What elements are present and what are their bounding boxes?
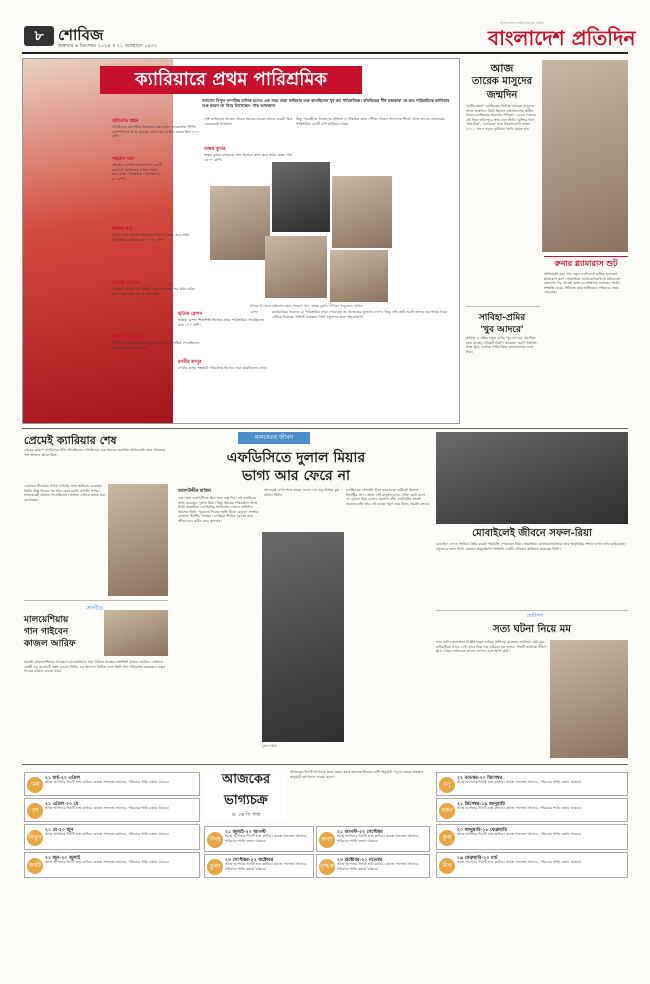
zodiac-text: আজ আপনার দিনটি শুভ কাটবে। কাজে সফলতা আসবে, পরিবারে শান্তি বজায় থাকবে। xyxy=(457,806,582,810)
header-rule xyxy=(22,52,628,54)
zodiac-icon: তুলা xyxy=(207,859,223,875)
fdc-body-3: চলচ্চিত্রের সোনালি দিনে তার মতো কর্মীরাই ছিলেন ইন্ডাস্ট্রির প্রাণ। আজ সেই মানুষগুলোর খোঁজ কেউ রাখে না। দুলাল মিয়া বলেন, যতদিন বাঁচি এফডিসির সঙ্গেই থাকতে চাই। তার এই চাওয়া পূরণ হবে কিনা, সময়ই বলবে। xyxy=(346,488,430,506)
deepika-photo xyxy=(265,236,327,298)
zodiac-icon: কুম্ভ xyxy=(439,830,455,846)
divider xyxy=(466,306,540,307)
sabrina-title-1: সাবিহা-প্রমির xyxy=(478,313,526,323)
zodiac-text: আজ আপনার দিনটি শুভ কাটবে। কাজে সফলতা আসবে, পরিবারে শান্তি বজায় থাকবে। xyxy=(337,862,420,871)
zodiac-text: আজ আপনার দিনটি শুভ কাটবে। কাজে সফলতা আসবে, পরিবারে শান্তি বজায় থাকবে। xyxy=(45,832,170,836)
body-text: রণবীর কাপুর সহকারী পরিচালক হিসেবে শুরু করেছিলেন কাজ। xyxy=(178,366,268,370)
zodiac-range: ২০ জানুয়ারি-১৮ ফেব্রুয়ারি xyxy=(457,828,508,833)
main-col-4 xyxy=(178,310,268,420)
dulal-photo xyxy=(262,532,344,742)
photo-caption: উপরে বাঁ থেকে অমিতাভ বচ্চন, শাহরুখ খান, অক্ষয় কুমার, দীপিকা পাড়ুকোন, হৃতিক রোশন xyxy=(250,304,363,314)
main-byline: বর্তমানে বিপুল সম্পত্তির মালিক হলেও এক সময় তারা কারিয়ার শুরু করেছিলেন খুব কম পারিশ্রমিকে। বলিউডের শীর্ষ তারকারা কে কত পারিশ্রমিকে ক্যারিয়ার শুরু করেন তা নিয়ে লিখেছেন- পান্থ আফজাল xyxy=(202,98,450,108)
fdc-body-1: এক সময় এফডিসিতে ছিল তার ব্যস্ত দিন। বহু চলচ্চিত্রে কাজ করেছেন দুলাল মিয়া। কিন্তু সময়ের পরিবর্তনে আজ তিনি কাজহীন। এফডিসির আঙিনায় এখনও প্রতিদিন আসেন তিনি, পুরোনো দিনের স্মৃতি খুঁজে বেড়ান। সংসার চালাতে হিমশিম খাচ্ছেন। চলচ্চিত্র শিল্পের দুরবস্থা তার জীবনকেও কঠিন করে তুলেছে। xyxy=(178,496,259,523)
zodiac-text: আজ আপনার দিনটি শুভ কাটবে। কাজে সফলতা আসবে, পরিবারে শান্তি বজায় থাকবে। xyxy=(457,860,582,864)
section-title: শোবিজ xyxy=(58,26,104,44)
runa-title: রুনার গ্ল্যামারাস শুট xyxy=(554,259,618,268)
fdc-body-2: অনেকেই এখন আর তাকে চেনেন না। তবু আশায় বুক বাঁধেন তিনি। xyxy=(264,488,340,497)
subhead-akshay: অক্ষয় কুমার xyxy=(204,147,226,152)
sabrina-body: সাবিহা ও প্রমির নতুন নাটক 'খুব আদরে' প্রচারিত হতে যাচ্ছে। নাটকটি নির্মাণ করেছেন তরুণ নির্মাতা। গল্পে উঠে এসেছে পারিবারিক ভালোবাসার নানা দিক। xyxy=(466,336,538,354)
zodiac-range: ২১ আগস্ট-২২ সেপ্টেম্বর xyxy=(337,830,383,835)
zodiac-text: আজ আপনার দিনটি শুভ কাটবে। কাজে সফলতা আসবে, পরিবারে শান্তি বজায় থাকবে। xyxy=(45,806,170,810)
zodiac-icon: মিথুন xyxy=(27,830,43,846)
zodiac-icon: কর্কট xyxy=(27,858,43,874)
horoscope-sign-box xyxy=(436,824,628,850)
horoscope-sign-box xyxy=(24,798,200,822)
horoscope-sign-box xyxy=(204,854,314,878)
fdc-tag: মানবেতর জীবন xyxy=(238,432,310,444)
satya-title: সত্য ঘটনা নিয়ে মম xyxy=(493,624,571,635)
body-text: ক্যারিয়ারের শুরুতে যে পারিশ্রমিক তারা পেয়েছেন তা আজকের তুলনায় নগণ্য। কিন্তু সেই ছোট শুরুই তাদের বড় স্বপ্নের দিকে এগিয়ে দিয়েছে। প্রতিটি তারকার গল্পই নতুনদের জন্য অনুপ্রেরণা। xyxy=(272,310,448,319)
subhead-deepika: দীপিকা পাড়ুকোন xyxy=(112,335,144,340)
zodiac-icon: মীন xyxy=(439,858,455,874)
horoscope-sign-box xyxy=(436,852,628,878)
zodiac-icon: বৃশ্চিক xyxy=(319,859,335,875)
fdc-title-2: ভাগ্য আর ফেরে না xyxy=(241,468,351,484)
sabrina-title-2: 'খুব আদরে' xyxy=(480,325,524,335)
divider xyxy=(436,610,628,611)
horoscope-sign-box xyxy=(436,798,628,822)
zodiac-icon: মেষ xyxy=(27,777,43,793)
tarek-body: 'মাটির ময়না' চলচ্চিত্রের নির্মাতা তারেক মাসুদের আজ জন্মদিন। তিনি ছিলেন বাংলাদেশের স্বাধীন ধারার চলচ্চিত্রের অন্যতম পথিকৃৎ। ১৯৫৬ সালের এই দিনে ফরিদপুরে জন্ম নেন তিনি। 'মুক্তির গান', 'অন্তর্যাত্রা', 'রানওয়ে' তার উল্লেখযোগ্য কাজ। ২০১১ সালে সড়ক দুর্ঘটনায় তিনি প্রয়াত হন। xyxy=(466,104,536,131)
zodiac-range: ২১ ডিসেম্বর-১৯ জানুয়ারি xyxy=(457,802,505,807)
riya-photo xyxy=(436,432,628,524)
divider xyxy=(544,256,628,257)
zodiac-range: ২১ মে-২০ জুন xyxy=(45,828,74,833)
subhead-aamir: আমির খান xyxy=(112,227,133,232)
horoscope-sign-box xyxy=(436,772,628,796)
subhead-amitabh: অমিতাভ বচ্চন xyxy=(112,119,139,124)
body-text: কিন্তু পরবর্তীতে নিজেদের প্রতিভা ও পরিশ্রমে তারা পৌঁছে গেছেন সাফল্যের শীর্ষে। আজ তাদের প্রত্যেকের পারিশ্রমিক কোটি রুপি ছাড়িয়ে গেছে। xyxy=(296,117,445,126)
body-text: বলিউডের মেগাস্টার অমিতাভ বচ্চন যখন কলকাতায় শিপিং কোম্পানিতে কাজ করতেন তখন তার মাসিক বেতন ছিল ৫০০ রুপি। xyxy=(112,125,200,139)
dulal-caption: দুলাল মিয়া xyxy=(262,744,277,748)
main-col-3 xyxy=(296,117,456,159)
horoscope-sign-box xyxy=(24,852,200,878)
newspaper-logo: বাংলাদেশ প্রতিদিন xyxy=(488,26,636,50)
career-end-title: প্রেমেই ক্যারিয়ার শেষ xyxy=(24,434,117,447)
malaysia-title-1: মালয়েশিয়ায় xyxy=(24,615,69,625)
divider xyxy=(24,600,168,601)
zodiac-range: ২২ নভেম্বর-২০ ডিসেম্বর xyxy=(457,776,503,781)
subhead-priyanka: প্রিয়াঙ্কা চোপড়া xyxy=(112,281,140,286)
body-text: প্রিয়াঙ্কা চোপড়া মিস ওয়ার্ল্ড খেতাব জেতার পর প্রথম ছবির জন্য পারিশ্রমিক পান ৫ লাখ রুপি। xyxy=(112,287,195,296)
horoscope-author: ড. কে সি পাল xyxy=(231,812,261,818)
body-text: সেই তালিকায় আছেন আরও অনেক তারকা যাদের শুরুটা ছিল একেবারেই সাধারণ। xyxy=(204,117,293,126)
mobile-body: মোবাইল ফোনে ভিডিও তৈরি করেই পরিচিতি পেয়েছেন রিয়া। সামাজিক যোগাযোগমাধ্যমে তার অনুসারীর সংখ্যা এখন লাখ ছাড়িয়েছে। নতুনদের জন্য তিনি একজন অনুপ্রেরণা। সম্প্রতি একটি নাটকেও অভিনয় করেছেন তিনি। xyxy=(436,542,626,551)
body-text: আমির খান সহকারী পরিচালক হিসেবে কাজ করে প্রথম পারিশ্রমিক পেয়েছিলেন ১০০০ রুপি। xyxy=(112,233,190,242)
shahrukh-photo xyxy=(210,186,270,260)
subhead-shahrukh: শাহরুখ খান xyxy=(112,157,134,162)
zodiac-icon: কন্যা xyxy=(319,832,335,848)
horoscope-sign-box xyxy=(316,854,430,878)
mom-photo xyxy=(550,640,628,758)
section-rule xyxy=(22,428,628,429)
horoscope-sign-box xyxy=(316,826,430,852)
career-end-body: একসময় সিনেমার পর্দায় দাপটের সঙ্গে অভিনয় করেছেন তিনি। কিন্তু বিয়ের পর আর ফেরা হয়নি রুপালি পর্দায়। সংসারকেই প্রাধান্য দিয়েছিলেন। ভক্তরা এখনও তাকে মনে রেখেছেন। xyxy=(24,484,106,502)
page-number: ৮ xyxy=(24,26,54,46)
main-col-5 xyxy=(272,310,456,420)
zodiac-range: ২১ জুন-২০ জুলাই xyxy=(45,856,81,861)
fdc-title-1: এফডিসিতে দুলাল মিয়ার xyxy=(226,450,366,466)
issue-date: শুক্রবার ৬ ডিসেম্বর ২০২৪ ॥ ২১ অগ্রহায়ণ ১৪৩১ xyxy=(58,43,158,49)
horoscope-title-box xyxy=(206,770,286,820)
zodiac-range: ২৩ অক্টোবর-২১ নভেম্বর xyxy=(337,858,383,863)
malaysia-title-3: কাজল আরিফ xyxy=(24,639,76,649)
zodiac-icon: বৃষ xyxy=(27,803,43,819)
fdc-byline: আলাউদ্দীন মাজিদ xyxy=(178,489,211,494)
mobile-title: মোবাইলেই জীবনে সফল-রিয়া xyxy=(472,528,592,539)
tarek-title-3: জন্মদিন xyxy=(486,90,518,101)
body-text: হৃতিক রোশন শিশুশিল্পী হিসেবে প্রথম পারিশ্রমিক পেয়েছিলেন মাত্র ১০০ রুপি। xyxy=(178,318,265,327)
zodiac-range: ২১ জুলাই-২০ আগস্ট xyxy=(225,830,266,835)
section-rule xyxy=(22,764,628,765)
zodiac-range: ২১ মার্চ-২০ এপ্রিল xyxy=(45,776,81,781)
zodiac-range: ২১ এপ্রিল-২০ মে xyxy=(45,802,79,807)
kajol-arif-photo xyxy=(104,610,168,656)
career-end-intro: প্রেমের কারণে ক্যারিয়ারে ইতি টেনেছিলেন বলিউডের এক সময়ের জনপ্রিয় অভিনেত্রী। তার জীবনের গল্প আজও আলোচিত। xyxy=(24,448,166,457)
zodiac-icon: ধনু xyxy=(439,777,455,793)
zodiac-text: আজ আপনার দিনটি শুভ কাটবে। কাজে সফলতা আসবে, পরিবারে শান্তি বজায় থাকবে। xyxy=(225,862,308,871)
subhead-ranbir: রণবীর কাপুর xyxy=(178,360,202,365)
main-headline: ক্যারিয়ারে প্রথম পারিশ্রমিক xyxy=(100,66,362,94)
malaysia-title-2: গান গাইবেন xyxy=(24,627,69,637)
zodiac-icon: মকর xyxy=(439,803,455,819)
subhead-hrithik: হৃতিক রোশন xyxy=(178,312,203,317)
horoscope-sign-box xyxy=(24,824,200,850)
malaysia-body: প্রবাসী বাংলাদেশিদের আমন্ত্রণে মালয়েশিয়ায় গান গাইতে যাচ্ছেন কণ্ঠশিল্পী কাজল আরিফ। সেখানে একটি বড় কনসার্টে অংশ নেবেন তিনি। এর আগেও বিভিন্ন দেশে তিনি গান পরিবেশন করেছেন। নতুন গানের কাজও চলছে তার। xyxy=(24,660,166,674)
zodiac-text: আজ আপনার দিনটি শুভ কাটবে। কাজে সফলতা আসবে, পরিবারে শান্তি বজায় থাকবে। xyxy=(457,832,582,836)
zodiac-text: আজ আপনার দিনটি শুভ কাটবে। কাজে সফলতা আসবে, পরিবারে শান্তি বজায় থাকবে। xyxy=(457,780,582,784)
amitabh-photo xyxy=(272,162,330,232)
zodiac-range: ১৯ ফেব্রুয়ারি-২০ মার্চ xyxy=(457,856,498,861)
horoscope-intro: আজকের দিনটি আপনার জন্য কেমন যাবে জানতে নিজের রাশি অনুযায়ী পড়ুন। গ্রহের অবস্থান অনুযায়ী ভাগ্যফল দেওয়া হলো। xyxy=(290,770,424,779)
hrithik-photo xyxy=(330,250,388,302)
zodiac-range: ২৩ সেপ্টেম্বর-২২ অক্টোবর xyxy=(225,858,274,863)
zodiac-text: আজ আপনার দিনটি শুভ কাটবে। কাজে সফলতা আসবে, পরিবারে শান্তি বজায় থাকবে। xyxy=(45,860,170,864)
logo-tagline: বাংলাদেশের সর্বাধিক প্রচারিত দৈনিক xyxy=(500,21,544,25)
horoscope-sign-box xyxy=(204,826,314,852)
tarek-title-1: আজ xyxy=(490,62,514,75)
zodiac-icon: সিংহ xyxy=(207,832,223,848)
satya-body: সত্য ঘটনা অবলম্বনে নির্মিত নতুন নাটকে অভিনয় করেছেন জাকিয়া বারী মম। নাটকটিতে তাকে দেখা যাবে ভিন্ন এক চরিত্রে। মম বলেন, গল্পটি আমাকে ভীষণ ছুঁয়ে গেছে। দর্শকেরও ভালো লাগবে বলে আশা করি। xyxy=(436,640,547,654)
music-tag: সংগীত xyxy=(86,605,104,612)
runa-body: অভিনেত্রী রুনা খান নতুন ফটোশুটে হাজির হয়েছেন গ্ল্যামারাস রূপে। সামাজিক যোগাযোগমাধ্যমে ছবিগুলো প্রকাশের পর থেকেই ভক্তদের প্রশংসায় ভাসছেন তিনি। সম্প্রতি ওয়েব সিরিজে তার অভিনয়ও দর্শকদের নজর কেড়েছে। xyxy=(544,272,621,295)
body-text: দীপিকা পাড়ুকোন মডেল হিসেবে প্রথম পারিশ্রমিক পেয়েছিলেন মাত্র কয়েক হাজার রুপি। xyxy=(112,341,200,350)
tv-tag: ছোটপর্দা xyxy=(526,613,544,619)
zodiac-text: আজ আপনার দিনটি শুভ কাটবে। কাজে সফলতা আসবে, পরিবারে শান্তি বজায় থাকবে। xyxy=(337,834,420,843)
tarek-title-2: তারেক মাসুদের xyxy=(471,76,533,87)
horoscope-title-1: আজকের xyxy=(221,772,271,787)
body-text: অক্ষয় কুমার ব্যাংককে শেফ হিসেবে কাজ করে প্রথম বেতন পান ১৫০০ রুপি। xyxy=(204,153,293,162)
akshay-photo xyxy=(332,176,392,248)
actress-photo xyxy=(108,484,168,596)
horoscope-title-2: ভাগ্যচক্র xyxy=(224,793,268,808)
tarek-photo xyxy=(542,60,628,252)
zodiac-text: আজ আপনার দিনটি শুভ কাটবে। কাজে সফলতা আসবে, পরিবারে শান্তি বজায় থাকবে। xyxy=(225,834,308,843)
body-text: বলিউড বাদশাহ শাহরুখ খান একটি কনসার্টে অ্যাশারের দায়িত্ব পালন করে প্রথম পারিশ্রমিক পেয়েছিলেন ৫০ রুপি। xyxy=(112,163,162,181)
zodiac-text: আজ আপনার দিনটি শুভ কাটবে। কাজে সফলতা আসবে, পরিবারে শান্তি বজায় থাকবে। xyxy=(45,780,170,784)
horoscope-sign-box xyxy=(24,772,200,796)
